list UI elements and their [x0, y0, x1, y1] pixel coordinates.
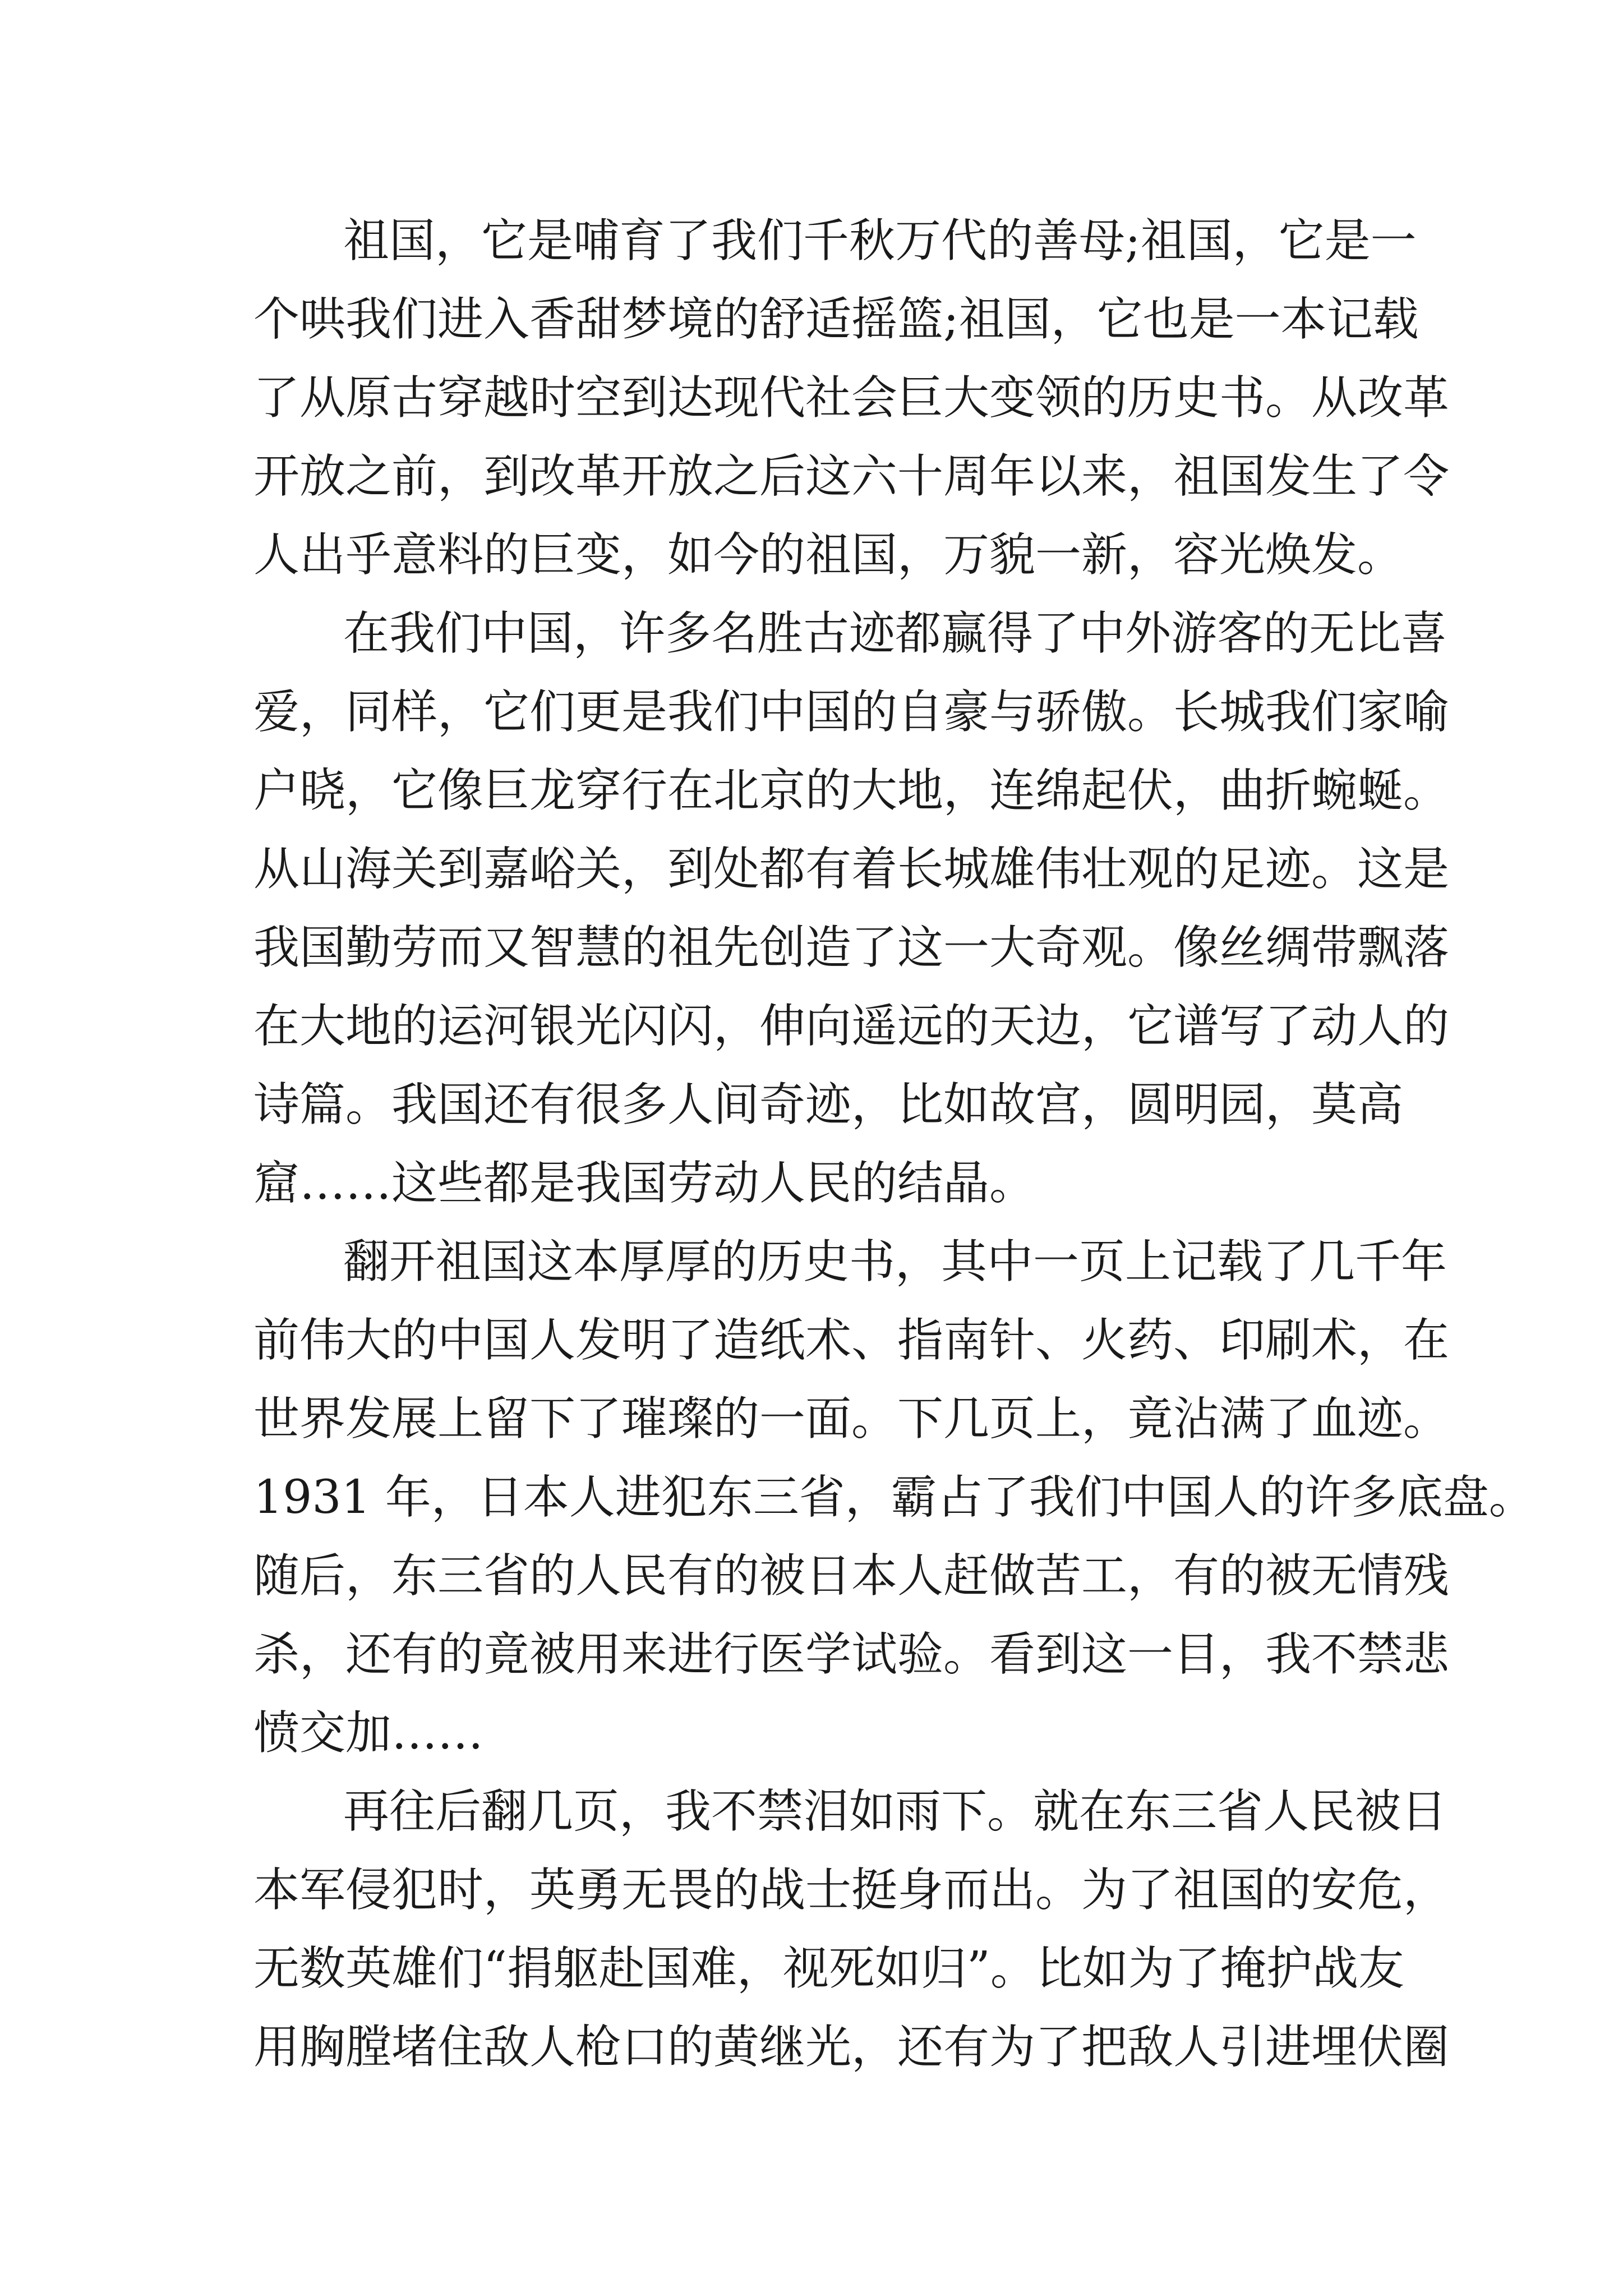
- text-line: 窟……这些都是我国劳动人民的结晶。: [253, 1157, 1036, 1210]
- text-line: 1931 年，日本人进犯东三省，霸占了我们中国人的许多底盘。: [253, 1471, 1535, 1524]
- text-line: 户晓，它像巨龙穿行在北京的大地，连绵起伏，曲折蜿蜒。: [253, 764, 1450, 817]
- text-line: 再往后翻几页，我不禁泪如雨下。就在东三省人民被日: [343, 1785, 1447, 1838]
- text-line: 人出乎意料的巨变，如今的祖国，万貌一新，容光焕发。: [253, 528, 1404, 582]
- text-line: 了从原古穿越时空到达现代社会巨大变领的历史书。从改革: [253, 371, 1450, 425]
- paragraph-4: [253, 1773, 1450, 2087]
- text-line: 翻开祖国这本厚厚的历史书，其中一页上记载了几千年: [343, 1235, 1447, 1289]
- text-line: 杀，还有的竟被用来进行医学试验。看到这一目，我不禁悲: [253, 1628, 1450, 1681]
- paragraph-3: [253, 1223, 1535, 1773]
- text-line: 用胸膛堵住敌人枪口的黄继光，还有为了把敌人引进埋伏圈: [253, 2021, 1450, 2074]
- text-line: 爱，同样，它们更是我们中国的自豪与骄傲。长城我们家喻: [253, 685, 1450, 739]
- text-line: 无数英雄们“捐躯赴国难，视死如归”。比如为了掩护战友: [253, 1942, 1404, 1995]
- text-line: 祖国，它是哺育了我们千秋万代的善母;祖国，它是一: [343, 214, 1417, 268]
- text-line: 从山海关到嘉峪关，到处都有着长城雄伟壮观的足迹。这是: [253, 843, 1450, 896]
- text-line: 在大地的运河银光闪闪，伸向遥远的天边，它谱写了动人的: [253, 1000, 1450, 1053]
- document-body: [253, 202, 1535, 2087]
- paragraph-2: [253, 595, 1450, 1223]
- text-line: 诗篇。我国还有很多人间奇迹，比如故宫，圆明园，莫高: [253, 1078, 1404, 1131]
- text-line: 前伟大的中国人发明了造纸术、指南针、火药、印刷术，在: [253, 1314, 1450, 1367]
- text-line: 世界发展上留下了璀璨的一面。下几页上，竟沾满了血迹。: [253, 1392, 1450, 1446]
- text-line: 我国勤劳而又智慧的祖先创造了这一大奇观。像丝绸带飘落: [253, 921, 1450, 974]
- text-line: 开放之前，到改革开放之后这六十周年以来，祖国发生了令: [253, 450, 1450, 503]
- text-line: 愤交加……: [253, 1706, 484, 1760]
- text-line: 本军侵犯时，英勇无畏的战士挺身而出。为了祖国的安危，: [253, 1864, 1450, 1917]
- text-line: 随后，东三省的人民有的被日本人赶做苦工，有的被无情残: [253, 1549, 1450, 1603]
- text-line: 个哄我们进入香甜梦境的舒适摇篮;祖国，它也是一本记载: [253, 293, 1419, 346]
- paragraph-1: [253, 202, 1450, 595]
- text-line: 在我们中国，许多名胜古迹都赢得了中外游客的无比喜: [343, 607, 1447, 660]
